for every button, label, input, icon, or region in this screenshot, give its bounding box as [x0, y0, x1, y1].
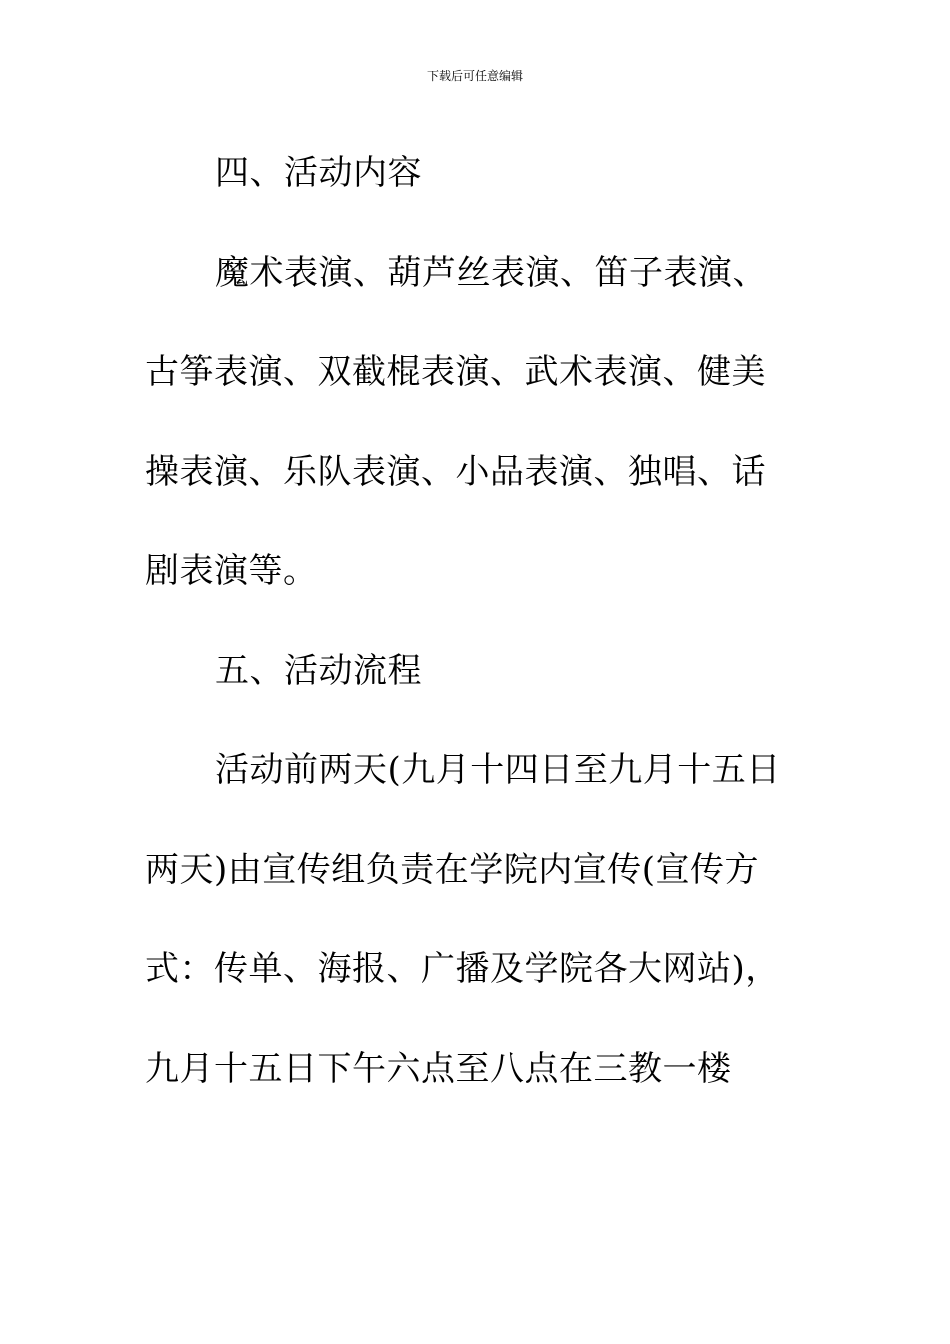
paragraph-line: 剧表演等。: [145, 551, 318, 591]
paragraph-line: 古筝表演、双截棍表演、武术表演、健美: [145, 352, 766, 392]
paragraph-line: 两天)由宣传组负责在学院内宣传(宣传方: [145, 849, 760, 890]
section-heading-activity-process: 五、活动流程: [215, 650, 422, 691]
paragraph-line: 魔术表演、葫芦丝表演、笛子表演、: [215, 252, 767, 293]
section-heading-activity-content: 四、活动内容: [215, 153, 422, 193]
paragraph-line: 操表演、乐队表演、小品表演、独唱、话: [145, 451, 766, 492]
document-body: [145, 124, 805, 1119]
paragraph-line: 九月十五日下午六点至八点在三教一楼: [145, 1048, 732, 1089]
paragraph-line: 活动前两天(九月十四日至九月十五日: [215, 750, 781, 790]
paragraph-line: 式：传单、海报、广播及学院各大网站)，: [145, 949, 780, 989]
header-note: 下载后可任意编辑: [426, 69, 523, 83]
